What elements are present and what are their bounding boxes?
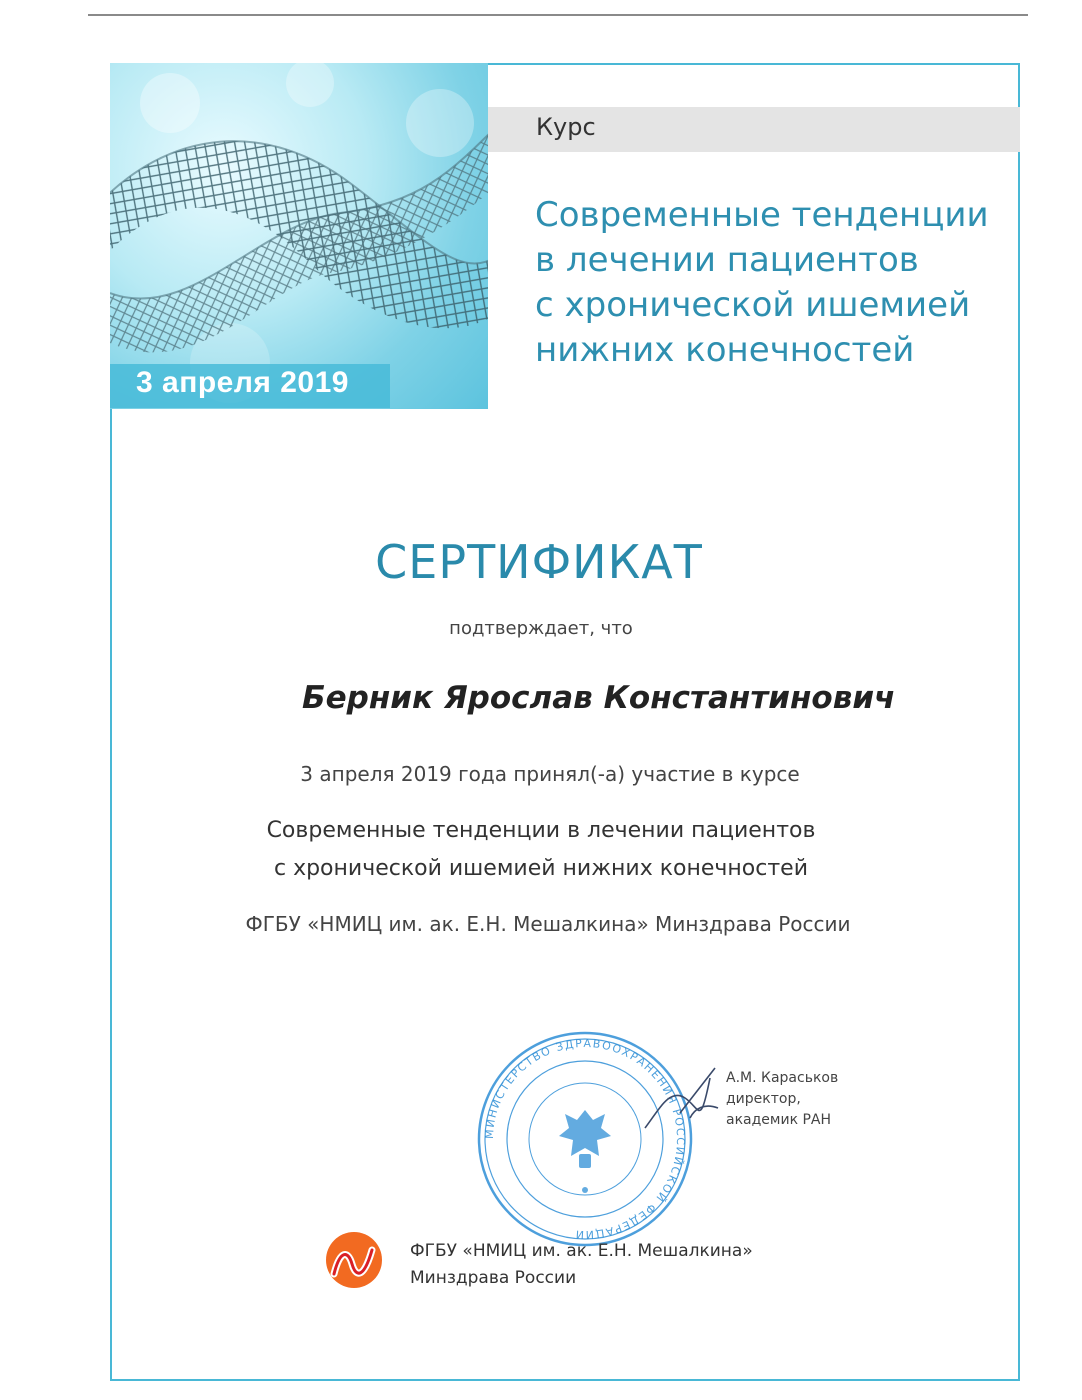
organizer-text: ФГБУ «НМИЦ им. ак. Е.Н. Мешалкина» Минздрава России: [245, 912, 851, 936]
signatory-position: директор,: [726, 1091, 801, 1107]
course-label: Курс: [536, 113, 596, 141]
course-name-line: с хронической ишемией нижних конечностей: [273, 856, 808, 881]
course-date: 3 апреля 2019: [136, 366, 349, 399]
course-name-line: Современные тенденции в лечении пациентов: [266, 818, 816, 843]
participation-text: 3 апреля 2019 года принял(-а) участие в курсе: [300, 762, 800, 786]
signatory-name: А.М. Караськов: [726, 1070, 839, 1086]
course-title-line: с хронической ишемией: [535, 285, 971, 325]
recipient-name: Берник Ярослав Константинович: [302, 680, 896, 716]
footer-org-line: ФГБУ «НМИЦ им. ак. Е.Н. Мешалкина»: [410, 1241, 753, 1261]
course-title-line: в лечении пациентов: [535, 240, 919, 280]
certificate-heading: [0, 535, 1082, 589]
director-signature: [640, 1058, 720, 1138]
footer-organization: [410, 1238, 753, 1292]
course-title: [535, 193, 1015, 373]
signatory-block: [726, 1068, 838, 1131]
signatory-title: академик РАН: [726, 1112, 832, 1128]
footer-org-line: Минздрава России: [410, 1268, 577, 1288]
stamp-text: МИНИСТЕРСТВО ЗДРАВООХРАНЕНИЯ РОССИЙСКОЙ ФЕДЕРАЦИИ: [482, 1036, 688, 1242]
confirms-text: подтверждает, что: [449, 618, 633, 639]
course-title-line: нижних конечностей: [535, 330, 915, 370]
course-name-block: [0, 812, 1082, 888]
stent-hero-image: [110, 63, 488, 409]
institute-logo: [324, 1230, 384, 1290]
page-top-rule: [88, 14, 1028, 16]
course-title-line: Современные тенденции: [535, 195, 989, 235]
certificate-heading-text: СЕРТИФИКАТ: [375, 535, 703, 589]
